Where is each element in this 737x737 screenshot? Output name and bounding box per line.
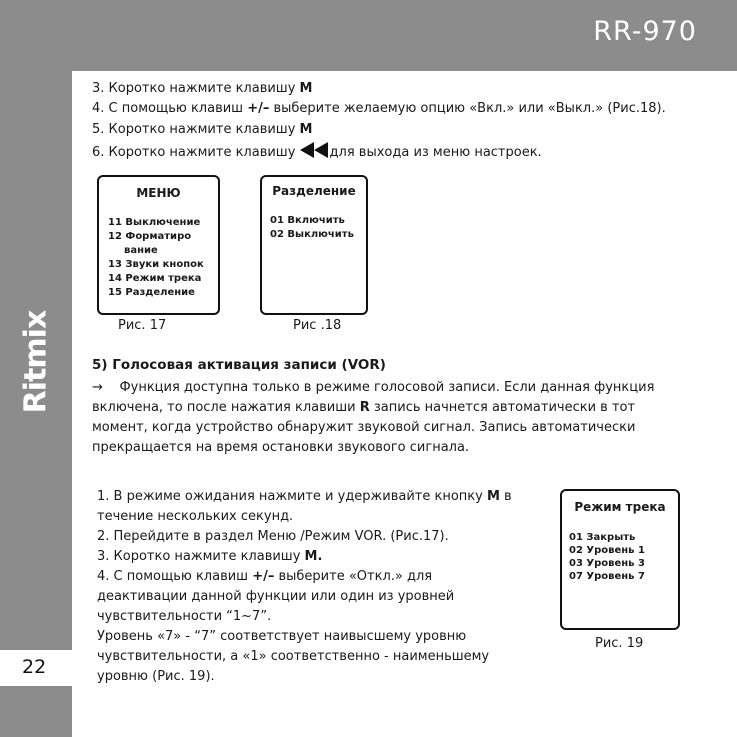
step-4-top: [92, 100, 666, 118]
step-text: в: [499, 489, 512, 504]
step-3-top: [92, 80, 312, 98]
step-text: 1. В режиме ожидания нажмите и удерживайте кнопку: [97, 489, 487, 504]
step-6-top: [92, 142, 542, 164]
key-m: M.: [304, 549, 323, 564]
step-text: выберите желаемую опцию «Вкл.» или «Выкл.» (Рис.18).: [269, 101, 666, 116]
fig19-items: [569, 531, 645, 583]
step-text: 4. С помощью клавиш: [97, 569, 253, 584]
step-text: для выхода из меню настроек.: [329, 145, 542, 160]
intro-line-1: [92, 378, 654, 398]
fig17-item: 12 Форматиро: [108, 231, 192, 242]
fig18-title: Разделение: [272, 184, 356, 198]
step-text: 6. Коротко нажмите клавишу: [92, 145, 300, 160]
fig18-item: 02 Выключить: [270, 229, 354, 240]
fig19-item: 03 Уровень 3: [569, 558, 645, 569]
intro-line-4: прекращается на время остановки звукового сигнала.: [92, 440, 470, 455]
fig17-item: вание: [124, 245, 158, 256]
section-heading: 5) Голосовая активация записи (VOR): [92, 357, 386, 373]
fig19-item: 01 Закрыть: [569, 532, 636, 543]
bottom-step-4e: чувствительности, а «1» соответственно - наименьшему: [97, 649, 490, 664]
step-text: 3. Коротко нажмите клавишу: [97, 549, 305, 564]
intro-text: включена, то после нажатия клавиши: [92, 400, 360, 415]
fig17-item: 13 Звуки кнопок: [108, 259, 204, 270]
fig19-item: 07 Уровень 7: [569, 571, 645, 582]
step-5-top: [92, 121, 312, 139]
fig17-title: МЕНЮ: [136, 186, 181, 200]
intro-text: запись начнется автоматически в тот: [369, 400, 636, 415]
intro-line-3: момент, когда устройство обнаружит звуковой сигнал. Запись автоматически: [92, 420, 636, 435]
bottom-step-4d: Уровень «7» - “7” соответствует наивысшему уровню: [97, 629, 467, 644]
key-m: M: [486, 489, 500, 504]
model-name: RR-970: [593, 16, 697, 47]
key-m: M: [299, 122, 313, 137]
fig18-item: 01 Включить: [270, 215, 345, 226]
bottom-step-1b: течение нескольких секунд.: [97, 509, 294, 524]
page-number: 22: [22, 656, 47, 678]
fig17-caption: Рис. 17: [118, 318, 167, 333]
intro-text: Функция доступна только в режиме голосовой записи. Если данная функция: [119, 380, 655, 395]
step-text: 4. С помощью клавиш: [92, 101, 248, 116]
step-text: 3. Коротко нажмите клавишу: [92, 81, 300, 96]
bottom-step-4f: уровню (Рис. 19).: [97, 669, 215, 684]
fig18-caption: Рис .18: [293, 318, 342, 333]
fig18-split-screen: [260, 175, 368, 315]
bottom-step-2: 2. Перейдите в раздел Меню /Режим VOR. (Рис.17).: [97, 529, 449, 544]
intro-line-2: [92, 398, 635, 418]
fig19-track-mode-screen: [560, 489, 680, 630]
key-m: M: [299, 81, 313, 96]
bottom-step-4c: чувствительности “1~7”.: [97, 609, 272, 624]
key-plus-minus: +/–: [252, 569, 275, 584]
fig18-items: [270, 214, 354, 242]
brand-logo: Ritmix: [18, 310, 54, 414]
fig17-items: [108, 216, 204, 300]
fig19-title: Режим трека: [574, 500, 666, 514]
page-number-box: [0, 650, 72, 686]
rewind-icon: [300, 142, 330, 164]
step-text: выберите «Откл.» для: [274, 569, 433, 584]
header-bar: [0, 0, 737, 71]
bottom-step-3: [97, 547, 322, 567]
fig19-item: 02 Уровень 1: [569, 545, 645, 556]
fig17-item: 11 Выключение: [108, 217, 201, 228]
key-r: R: [359, 400, 370, 415]
fig17-item: 14 Режим трека: [108, 273, 202, 284]
step-text: 5. Коротко нажмите клавишу: [92, 122, 300, 137]
bottom-step-4b: деактивации данной функции или один из уровней: [97, 589, 455, 604]
fig17-menu-screen: [97, 175, 220, 315]
arrow-icon: →: [92, 380, 103, 395]
fig17-item: 15 Разделение: [108, 287, 195, 298]
bottom-step-4: [97, 567, 432, 587]
fig19-caption: Рис. 19: [595, 636, 644, 651]
bottom-step-1: [97, 487, 512, 507]
key-plus-minus: +/–: [247, 101, 270, 116]
